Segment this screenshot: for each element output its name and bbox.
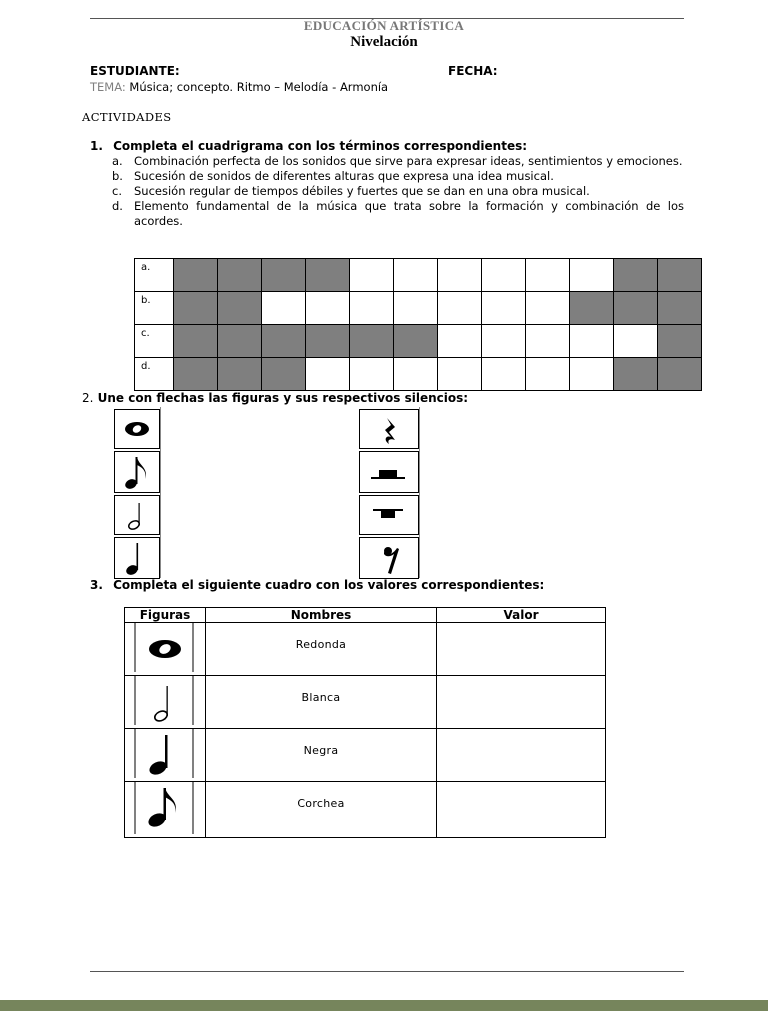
- grid-cell-blank[interactable]: [438, 292, 482, 325]
- grid-cell-blank[interactable]: [306, 358, 350, 391]
- grid-cell-blank[interactable]: [262, 292, 306, 325]
- rest-box-half: [359, 451, 419, 493]
- rest-box-quarter: [359, 409, 419, 449]
- grid-cell-shaded: [218, 259, 262, 292]
- bottom-rule: [90, 971, 684, 972]
- value-cell[interactable]: [437, 782, 606, 838]
- grid-cell-blank[interactable]: [526, 325, 570, 358]
- grid-cell-shaded: [174, 358, 218, 391]
- eighth-note-icon: [125, 782, 205, 834]
- half-note-icon: [115, 496, 159, 534]
- clue-b: [112, 169, 684, 184]
- grid-cell-shaded: [174, 259, 218, 292]
- clue-letter: a.: [112, 154, 123, 168]
- table-row: [125, 676, 606, 729]
- grid-cell-shaded: [306, 325, 350, 358]
- name-cell: [206, 676, 437, 729]
- page-title: Nivelación: [350, 34, 418, 50]
- figure-name: Blanca: [301, 691, 341, 704]
- figure-cell: [125, 782, 206, 838]
- grid-cell-blank[interactable]: [482, 292, 526, 325]
- whole-note-icon: [115, 410, 159, 448]
- grid-cell-blank[interactable]: [350, 292, 394, 325]
- grid-cell-blank[interactable]: [614, 325, 658, 358]
- footer-band: [0, 1000, 768, 1011]
- grid-cell-shaded: [218, 325, 262, 358]
- grid-cell-blank[interactable]: [394, 259, 438, 292]
- grid-row: [135, 358, 702, 391]
- grid-cell-blank[interactable]: [526, 292, 570, 325]
- rest-box-whole: [359, 495, 419, 535]
- question-3: [90, 578, 544, 592]
- whole-note-icon: [125, 623, 205, 672]
- grid-cell-blank[interactable]: [394, 292, 438, 325]
- grid-cell-blank[interactable]: [350, 259, 394, 292]
- col-header-figuras: Figuras: [125, 608, 206, 623]
- grid-row: [135, 259, 702, 292]
- figure-box-eighth: [114, 451, 160, 493]
- name-cell: [206, 623, 437, 676]
- grid-cell-shaded: [614, 259, 658, 292]
- question-1: [90, 139, 527, 153]
- values-header-row: [125, 608, 606, 623]
- figure-name: Redonda: [295, 638, 347, 651]
- date-label: FECHA:: [448, 64, 498, 78]
- topic-value: Música; concepto. Ritmo – Melodía - Armonía: [125, 80, 389, 94]
- grid-cell-shaded: [262, 358, 306, 391]
- value-cell[interactable]: [437, 676, 606, 729]
- grid-cell-shaded: [570, 292, 614, 325]
- figure-cell: [125, 623, 206, 676]
- col-header-valor: Valor: [437, 608, 606, 623]
- grid-cell-blank[interactable]: [570, 325, 614, 358]
- quarter-note-icon: [115, 538, 159, 578]
- clue-d: [112, 199, 684, 229]
- grid-row-label: d.: [135, 358, 174, 391]
- figure-cell: [125, 676, 206, 729]
- table-row: [125, 623, 606, 676]
- grid-cell-blank[interactable]: [526, 259, 570, 292]
- grid-cell-shaded: [174, 325, 218, 358]
- question-1-text: Completa el cuadrigrama con los términos correspondientes:: [113, 139, 528, 153]
- figure-name: Corchea: [297, 797, 345, 810]
- whole-rest-icon: [360, 496, 418, 534]
- half-note-icon: [125, 676, 205, 725]
- col-header-nombres: Nombres: [206, 608, 437, 623]
- quarter-note-icon: [125, 729, 205, 778]
- clue-letter: d.: [112, 199, 123, 213]
- grid-row-label: a.: [135, 259, 174, 292]
- clue-a: [112, 154, 684, 169]
- grid-cell-shaded: [262, 259, 306, 292]
- topic-line: [90, 80, 388, 94]
- figure-box-quarter: [114, 537, 160, 579]
- clue-text: Elemento fundamental de la música que trata sobre la formación y combinación de los acordes.: [134, 199, 684, 228]
- grid-cell-blank[interactable]: [438, 259, 482, 292]
- question-2-number: 2.: [82, 391, 94, 405]
- question-3-text: Completa el siguiente cuadro con los valores correspondientes:: [113, 578, 545, 592]
- grid-cell-shaded: [658, 325, 702, 358]
- grid-cell-shaded: [394, 325, 438, 358]
- grid-row: [135, 292, 702, 325]
- rest-box-eighth: [359, 537, 419, 579]
- topic-label: TEMA:: [90, 80, 126, 94]
- grid-cell-blank[interactable]: [526, 358, 570, 391]
- grid-cell-shaded: [218, 292, 262, 325]
- figure-box-half: [114, 495, 160, 535]
- grid-row-label: c.: [135, 325, 174, 358]
- half-rest-icon: [360, 452, 418, 492]
- clue-letter: b.: [112, 169, 123, 183]
- activities-heading: ACTIVIDADES: [82, 110, 172, 124]
- grid-cell-shaded: [658, 259, 702, 292]
- figure-cell: [125, 729, 206, 782]
- question-1-clues: [112, 154, 684, 229]
- grid-cell-shaded: [658, 358, 702, 391]
- grid-cell-blank[interactable]: [482, 358, 526, 391]
- grid-row: [135, 325, 702, 358]
- grid-cell-blank[interactable]: [570, 358, 614, 391]
- grid-cell-shaded: [218, 358, 262, 391]
- rest-guide-line: [419, 407, 420, 578]
- subject-heading: EDUCACIÓN ARTÍSTICA: [303, 18, 465, 33]
- student-label: ESTUDIANTE:: [90, 64, 180, 78]
- grid-cell-blank[interactable]: [482, 259, 526, 292]
- question-2: [82, 391, 468, 405]
- grid-cell-blank[interactable]: [570, 259, 614, 292]
- grid-cell-blank[interactable]: [350, 358, 394, 391]
- figure-box-whole: [114, 409, 160, 449]
- question-1-number: 1.: [90, 139, 103, 153]
- clue-text: Sucesión regular de tiempos débiles y fuertes que se dan en una obra musical.: [134, 184, 590, 198]
- clue-text: Sucesión de sonidos de diferentes alturas que expresa una idea musical.: [134, 169, 554, 183]
- grid-cell-blank[interactable]: [482, 325, 526, 358]
- values-table: [124, 607, 606, 838]
- name-cell: [206, 782, 437, 838]
- grid-cell-shaded: [262, 325, 306, 358]
- grid-cell-blank[interactable]: [306, 292, 350, 325]
- value-cell[interactable]: [437, 729, 606, 782]
- grid-cell-shaded: [174, 292, 218, 325]
- clue-c: [112, 184, 684, 199]
- grid-cell-shaded: [614, 358, 658, 391]
- clue-text: Combinación perfecta de los sonidos que sirve para expresar ideas, sentimientos y emociones.: [134, 154, 683, 168]
- grid-cell-shaded: [350, 325, 394, 358]
- grid-cell-shaded: [614, 292, 658, 325]
- clue-letter: c.: [112, 184, 122, 198]
- quarter-rest-icon: [360, 410, 418, 448]
- figure-name: Negra: [303, 744, 339, 757]
- name-cell: [206, 729, 437, 782]
- grid-row-label: b.: [135, 292, 174, 325]
- value-cell[interactable]: [437, 623, 606, 676]
- grid-cell-shaded: [658, 292, 702, 325]
- question-3-number: 3.: [90, 578, 103, 592]
- grid-cell-shaded: [306, 259, 350, 292]
- grid-cell-blank[interactable]: [438, 358, 482, 391]
- word-grid: [134, 258, 702, 391]
- grid-cell-blank[interactable]: [394, 358, 438, 391]
- eighth-note-icon: [115, 452, 159, 492]
- figure-guide-line: [160, 407, 161, 578]
- eighth-rest-icon: [360, 538, 418, 578]
- table-row: [125, 729, 606, 782]
- table-row: [125, 782, 606, 838]
- question-2-text: Une con flechas las figuras y sus respectivos silencios:: [97, 391, 469, 405]
- grid-cell-blank[interactable]: [438, 325, 482, 358]
